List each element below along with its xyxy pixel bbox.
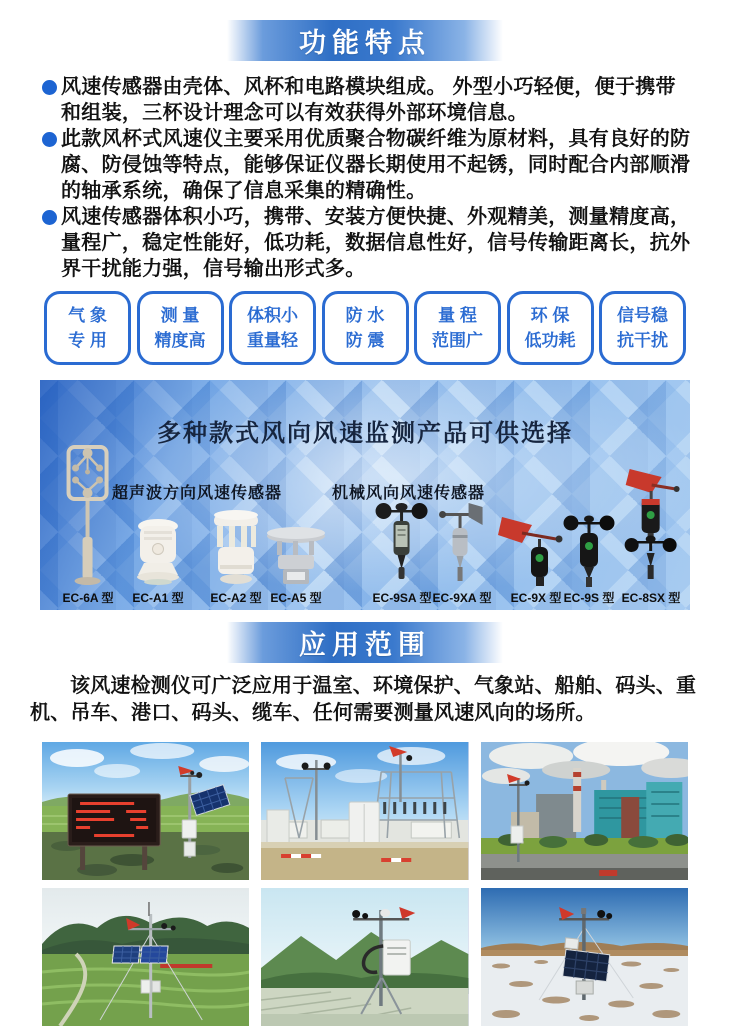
feature-text: 风速传感器由壳体、风杯和电路模块组成。 外型小巧轻便，便于携带和组装，三杯设计理念可以有效获得外部环境信息。: [61, 76, 676, 124]
combined-wind-sensor-icon: [622, 469, 680, 587]
badge-line: 范围广: [432, 331, 483, 350]
badge-line: 测 量: [160, 306, 200, 325]
badge-line: 气 象: [68, 306, 107, 325]
cup-anemometer-icon: [374, 499, 430, 587]
model-label: EC-9S 型: [563, 591, 615, 605]
badge-compact-light: [229, 291, 316, 365]
bullet-dot-icon: [42, 210, 57, 225]
badge-waterproof-shockproof: [322, 291, 409, 365]
model-label: EC-6A 型: [62, 591, 114, 605]
model-label: EC-A2 型: [210, 591, 262, 605]
bullet-dot-icon: [42, 80, 57, 95]
badge-line: 重量轻: [247, 331, 298, 350]
model-label: EC-9XA 型: [432, 591, 492, 605]
badge-line: 信号稳: [617, 306, 668, 325]
ultrasonic-group-label: 超声波方向风速传感器: [112, 485, 283, 502]
bullet-dot-icon: [42, 132, 57, 147]
badge-line: 低功耗: [524, 331, 576, 350]
badge-line: 量 程: [438, 306, 477, 325]
model-label: EC-9SA 型: [372, 591, 432, 605]
application-section-header: [227, 622, 503, 663]
industrial-plant-illustration: [481, 742, 688, 880]
product-ec-9sa: [373, 499, 432, 606]
badge-high-accuracy: [137, 291, 224, 365]
feature-section-header: [227, 20, 503, 61]
badge-stable-signal: [599, 291, 686, 365]
wind-vane-icon: [439, 503, 485, 587]
badge-line: 防 水: [345, 306, 385, 325]
photo-mountain-station: [261, 888, 468, 1026]
product-ec-6a: [63, 441, 114, 606]
mountain-station-illustration: [261, 888, 468, 1026]
application-section-title: 应用范围: [299, 630, 431, 660]
photo-substation-station: [261, 742, 468, 880]
badge-line: 环 保: [530, 306, 570, 325]
model-label: EC-8SX 型: [621, 591, 681, 605]
badge-line: 防 震: [345, 331, 385, 350]
badge-eco-low-power: [507, 291, 594, 365]
feature-text: 风速传感器体积小巧，携带、安装方便快捷、外观精美，测量精度高，量程广，稳定性能好，低功耗，数据信息性好，信号传输距离长，抗外界干扰能力强，信号输出形式多。: [61, 206, 691, 280]
model-label: EC-9X 型: [510, 591, 562, 605]
ultrasonic-sensor-icon: [131, 517, 185, 587]
product-ec-9xa: [433, 503, 492, 606]
photo-farm-led-station: [42, 742, 249, 880]
photo-industrial-station: [481, 742, 688, 880]
product-ec-a2: [210, 509, 262, 606]
product-banner: [40, 380, 690, 610]
model-label: EC-A1 型: [132, 591, 184, 605]
application-photo-grid: [42, 742, 688, 1026]
ultrasonic-3d-anemometer-icon: [64, 441, 112, 587]
badge-line: 专 用: [68, 331, 107, 350]
badge-line: 抗干扰: [617, 331, 668, 350]
metal-ultrasonic-sensor-icon: [265, 527, 327, 587]
application-text: 该风速检测仪可广泛应用于温室、环境保护、气象站、船舶、码头、重机、吊车、港口、码头、缆车、任何需要测量风速风向的场所。: [30, 675, 697, 724]
badge-line: 体积小: [247, 306, 298, 325]
product-ec-a5: [265, 527, 327, 606]
model-label: EC-A5 型: [270, 591, 322, 605]
feature-text: 此款风杯式风速仪主要采用优质聚合物碳纤维为原材料，具有良好的防腐、防侵蚀等特点，能够保证仪器长期使用不起锈，同时配合内部顺滑的轴承系统，确保了信息采集的精确性。: [61, 128, 691, 202]
hillside-farm-illustration: [42, 888, 249, 1026]
badge-line: 精度高: [154, 331, 206, 350]
photo-hillside-station: [42, 888, 249, 1026]
feature-section-title: 功能特点: [299, 28, 431, 58]
feature-item: [42, 74, 692, 126]
badge-meteorology-use: [44, 291, 131, 365]
feature-badges: [44, 291, 686, 365]
feature-item: [42, 204, 692, 282]
farm-station-illustration: [42, 742, 249, 880]
badge-wide-range: [414, 291, 501, 365]
product-banner-title: 多种款式风向风速监测产品可供选择: [157, 420, 573, 447]
mechanical-group-label: 机械风向风速传感器: [332, 485, 486, 502]
feature-list: [42, 74, 692, 282]
feature-item: [42, 126, 692, 204]
substation-illustration: [261, 742, 468, 880]
snowfield-station-illustration: [481, 888, 688, 1026]
product-ec-8sx: [622, 469, 681, 606]
photo-snowfield-station: [481, 888, 688, 1026]
ultrasonic-sensor-icon: [210, 509, 262, 587]
product-ec-9s: [562, 513, 616, 606]
product-ec-a1: [131, 517, 185, 606]
cup-anemometer-icon: [562, 513, 616, 587]
